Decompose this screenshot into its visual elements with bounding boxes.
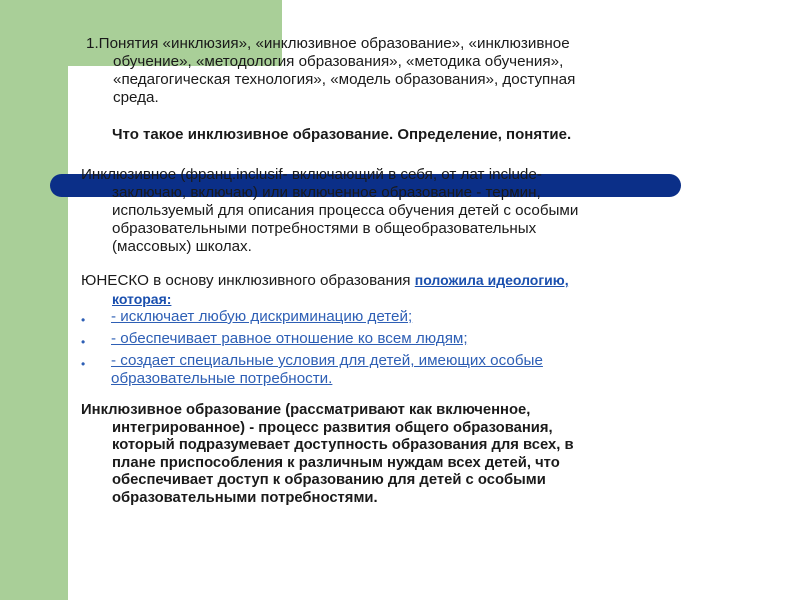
list-item-text-continued[interactable]: образовательные потребности.: [111, 370, 333, 387]
bullet-dot-icon: •: [81, 313, 86, 327]
conclusion-line: обеспечивает доступ к образованию для детей с особыми: [112, 472, 546, 488]
list-item: [81, 308, 731, 326]
ideology-link[interactable]: положила идеологию,: [414, 272, 569, 288]
list-item-text[interactable]: - исключает любую дискриминацию детей;: [111, 308, 413, 325]
definition-line: используемый для описания процесса обучения детей с особыми: [112, 202, 579, 219]
conclusion-line: который подразумевает доступность образования для всех, в: [112, 437, 574, 453]
section-heading: Что такое инклюзивное образование. Определение, понятие.: [112, 126, 572, 143]
intro-paragraph: [86, 35, 736, 107]
definition-line: Инклюзивное (франц.inclusif- включающий в себя, от лат include-: [81, 166, 542, 183]
definition-line: образовательными потребностями в общеобразовательных: [112, 220, 537, 237]
intro-line: 1.Понятия «инклюзия», «инклюзивное образование», «инклюзивное: [86, 35, 570, 52]
conclusion-line: интегрированное) - процесс развития общего образования,: [112, 419, 553, 436]
ideology-list: [81, 308, 731, 392]
list-item: [81, 352, 731, 388]
unesco-paragraph: [81, 271, 731, 309]
bullet-dot-icon: •: [81, 335, 86, 349]
list-item-text[interactable]: - обеспечивает равное отношение ко всем людям;: [111, 330, 468, 347]
intro-line: среда.: [113, 89, 159, 106]
conclusion-line: образовательными потребностями.: [112, 489, 378, 506]
definition-paragraph: [81, 166, 712, 256]
conclusion-line: Инклюзивное образование (рассматривают как включенное,: [81, 402, 531, 418]
ideology-link-continued[interactable]: которая:: [112, 291, 172, 307]
list-item-text[interactable]: - создает специальные условия для детей, имеющих особые: [111, 352, 543, 369]
intro-line: обучение», «методология образования», «методика обучения»,: [113, 53, 564, 70]
bullet-dot-icon: •: [81, 357, 86, 371]
definition-line: (массовых) школах.: [112, 238, 252, 255]
unesco-text: ЮНЕСКО в основу инклюзивного образования: [81, 272, 415, 289]
intro-line: «педагогическая технология», «модель образования», доступная: [113, 71, 576, 88]
conclusion-paragraph: [81, 402, 731, 507]
definition-line: заключаю, включаю) или включенное образование - термин,: [112, 184, 541, 201]
list-item: [81, 330, 731, 348]
conclusion-line: плане приспособления к различным нуждам всех детей, что: [112, 454, 560, 471]
